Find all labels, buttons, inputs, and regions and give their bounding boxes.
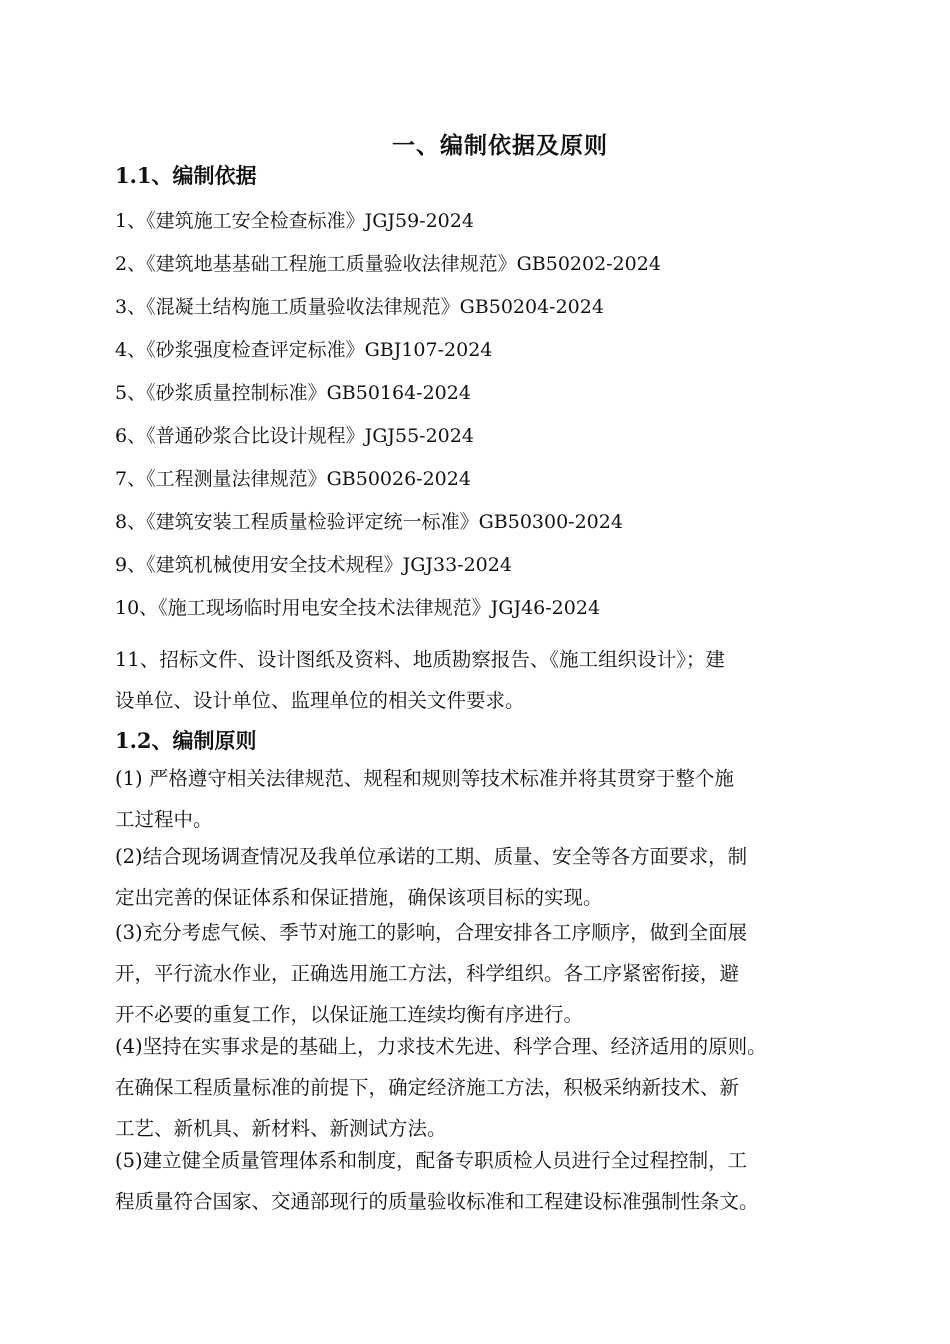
- paragraph-line: 工过程中。: [115, 808, 213, 831]
- paragraph-line: 11、招标文件、设计图纸及资料、地质勘察报告、《施工组织设计》；建: [115, 648, 725, 671]
- section-heading-basis: 1.1、编制依据: [115, 163, 257, 188]
- paragraph-line: 设单位、设计单位、监理单位的相关文件要求。: [115, 689, 525, 712]
- reference-item: 10、《施工现场临时用电安全技术法律规范》JGJ46-2024: [115, 597, 601, 619]
- principle-3: [115, 912, 855, 1035]
- paragraph-line: 定出完善的保证体系和保证措施，确保该项目标的实现。: [115, 886, 603, 909]
- principle-2: [115, 836, 855, 918]
- reference-item: 7、《工程测量法律规范》GB50026-2024: [115, 468, 471, 490]
- reference-item: 1、《建筑施工安全检查标准》JGJ59-2024: [115, 210, 474, 232]
- paragraph-line: 工艺、新机具、新材料、新测试方法。: [115, 1117, 447, 1140]
- paragraph-line: (3)充分考虑气候、季节对施工的影响，合理安排各工序顺序，做到全面展: [115, 921, 748, 944]
- paragraph-line: 开，平行流水作业，正确选用施工方法，科学组织。各工序紧密衔接，避: [115, 962, 740, 985]
- reference-item: 4、《砂浆强度检查评定标准》GBJ107-2024: [115, 339, 493, 361]
- reference-item: 9、《建筑机械使用安全技术规程》JGJ33-2024: [115, 554, 512, 576]
- paragraph-line: (5)建立健全质量管理体系和制度，配备专职质检人员进行全过程控制，工: [115, 1149, 748, 1172]
- principle-5: [115, 1140, 855, 1222]
- reference-item-11: [115, 639, 855, 721]
- paragraph-line: 在确保工程质量标准的前提下，确定经济施工方法，积极采纳新技术、新: [115, 1076, 740, 1099]
- paragraph-line: (1) 严格遵守相关法律规范、规程和规则等技术标准并将其贯穿于整个施: [115, 767, 734, 790]
- section-heading-principles: 1.2、编制原则: [115, 728, 257, 753]
- reference-item: 8、《建筑安装工程质量检验评定统一标准》GB50300-2024: [115, 511, 623, 533]
- principle-4: [115, 1026, 855, 1149]
- paragraph-line: (4)坚持在实事求是的基础上，力求技术先进、科学合理、经济适用的原则。: [115, 1035, 767, 1058]
- paragraph-line: 开不必要的重复工作，以保证施工连续均衡有序进行。: [115, 1003, 584, 1026]
- reference-item: 5、《砂浆质量控制标准》GB50164-2024: [115, 382, 471, 404]
- document-title: 一、编制依据及原则: [392, 132, 608, 159]
- paragraph-line: 程质量符合国家、交通部现行的质量验收标准和工程建设标准强制性条文。: [115, 1190, 759, 1213]
- reference-item: 3、《混凝土结构施工质量验收法律规范》GB50204-2024: [115, 296, 604, 318]
- principle-1: [115, 758, 855, 840]
- paragraph-line: (2)结合现场调查情况及我单位承诺的工期、质量、安全等各方面要求，制: [115, 845, 748, 868]
- reference-item: 2、《建筑地基基础工程施工质量验收法律规范》GB50202-2024: [115, 253, 661, 275]
- reference-item: 6、《普通砂浆合比设计规程》JGJ55-2024: [115, 425, 474, 447]
